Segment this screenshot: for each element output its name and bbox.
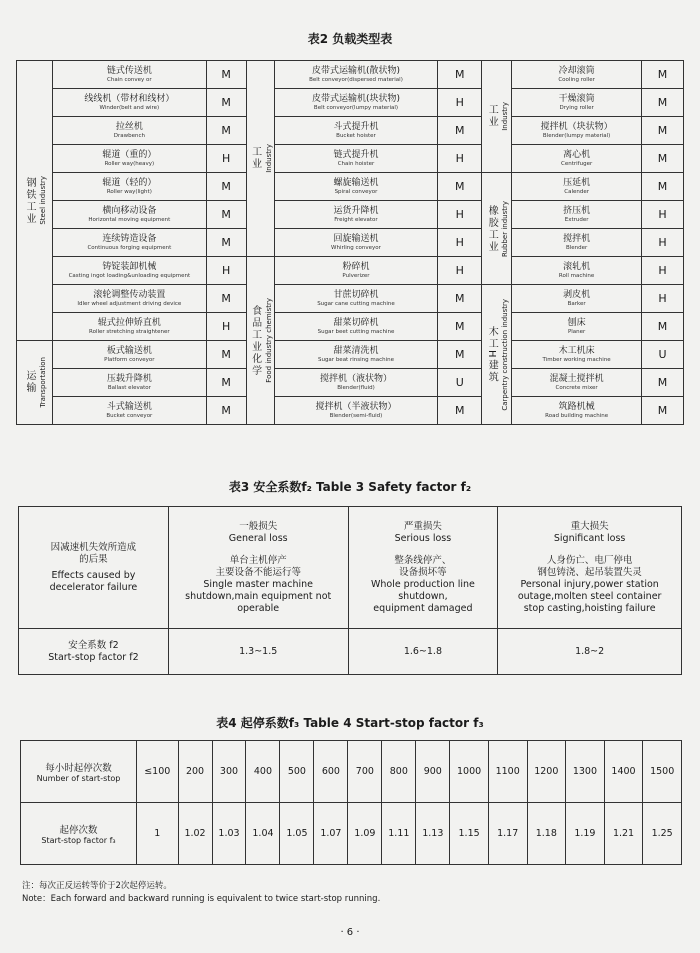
equipment-en: Roller stretching straightener bbox=[89, 328, 170, 335]
equipment-zh: 滚轧机 bbox=[563, 261, 591, 272]
equipment-en: Drying roller bbox=[559, 104, 594, 111]
category-zh: 橡胶工业 bbox=[486, 204, 498, 253]
load-level: M bbox=[206, 397, 246, 425]
equipment-zh: 皮带式运输机(散状物) bbox=[311, 65, 400, 76]
load-level: M bbox=[642, 117, 684, 145]
equipment-cell bbox=[512, 397, 642, 425]
category-zh: 钢铁工业 bbox=[23, 176, 35, 225]
serious-loss-cell bbox=[348, 507, 498, 629]
desc-en: Whole production line shutdown, equipment damaged bbox=[370, 578, 475, 614]
load-level: U bbox=[642, 341, 684, 369]
equipment-cell bbox=[512, 173, 642, 201]
equipment-cell bbox=[274, 257, 438, 285]
equipment-zh: 搅拌机（块状物） bbox=[540, 121, 613, 132]
start-stop-count: 1000 bbox=[450, 741, 489, 803]
equipment-en: Spiral conveyor bbox=[334, 188, 378, 195]
start-stop-count: 1100 bbox=[488, 741, 527, 803]
start-stop-factor: 1.19 bbox=[566, 803, 605, 865]
start-stop-factor: 1.15 bbox=[450, 803, 489, 865]
equipment-en: Casting ingot loading&unloading equipment bbox=[68, 272, 191, 279]
equipment-en: Ballast elevator bbox=[107, 384, 151, 391]
equipment-en: Roll machine bbox=[558, 272, 595, 279]
start-stop-count: 600 bbox=[314, 741, 348, 803]
start-stop-count: 800 bbox=[382, 741, 416, 803]
category-en: Industry bbox=[501, 102, 510, 131]
start-stop-factor-table bbox=[20, 740, 682, 865]
significant-loss-cell bbox=[498, 507, 682, 629]
loss-zh: 一般损失 bbox=[239, 520, 278, 532]
category-en: Food industry chemistry bbox=[264, 298, 273, 383]
equipment-zh: 连续铸造设备 bbox=[102, 233, 157, 244]
load-level: M bbox=[206, 89, 246, 117]
factor-value: 1.8~2 bbox=[498, 629, 682, 675]
start-stop-count: 300 bbox=[212, 741, 246, 803]
equipment-cell bbox=[274, 341, 438, 369]
equipment-cell bbox=[52, 285, 206, 313]
equipment-cell bbox=[512, 341, 642, 369]
load-level: M bbox=[206, 341, 246, 369]
equipment-cell bbox=[274, 173, 438, 201]
equipment-zh: 干燥滚筒 bbox=[558, 93, 595, 104]
category-en: Industry bbox=[264, 144, 273, 173]
equipment-zh: 拉丝机 bbox=[115, 121, 143, 132]
start-stop-count: 1400 bbox=[604, 741, 643, 803]
equipment-zh: 链式传送机 bbox=[106, 65, 152, 76]
start-stop-count: 500 bbox=[280, 741, 314, 803]
start-stop-factor: 1.11 bbox=[382, 803, 416, 865]
start-stop-count: 1300 bbox=[566, 741, 605, 803]
equipment-zh: 皮带式运输机(块状物) bbox=[311, 93, 400, 104]
equipment-zh: 冷却滚筒 bbox=[558, 65, 595, 76]
equipment-zh: 板式输送机 bbox=[106, 345, 152, 356]
load-level: H bbox=[206, 313, 246, 341]
equipment-cell bbox=[52, 341, 206, 369]
load-level: M bbox=[438, 313, 482, 341]
equipment-en: Bucket hoister bbox=[336, 132, 376, 139]
category-en: Steel industry bbox=[38, 176, 47, 225]
load-level: H bbox=[206, 145, 246, 173]
load-level: M bbox=[642, 397, 684, 425]
equipment-cell bbox=[274, 145, 438, 173]
equipment-zh: 甜菜切碎机 bbox=[333, 317, 379, 328]
load-level: M bbox=[206, 201, 246, 229]
load-level: M bbox=[206, 173, 246, 201]
start-stop-factor: 1.09 bbox=[348, 803, 382, 865]
equipment-en: Idler wheel adjustment driving device bbox=[77, 300, 182, 307]
equipment-cell bbox=[512, 369, 642, 397]
load-level: H bbox=[438, 89, 482, 117]
load-level: M bbox=[206, 285, 246, 313]
equipment-en: Centrifuger bbox=[561, 160, 593, 167]
equipment-cell bbox=[274, 369, 438, 397]
desc-en: Personal injury,power station outage,molten steel container stop casting,hoisting failure bbox=[517, 578, 662, 614]
equipment-cell bbox=[274, 201, 438, 229]
equipment-cell bbox=[52, 201, 206, 229]
equipment-en: Blender bbox=[565, 244, 588, 251]
load-level: M bbox=[438, 397, 482, 425]
equipment-zh: 搅拌机（液状物） bbox=[319, 373, 392, 384]
category-cell bbox=[17, 61, 53, 341]
equipment-en: Bucket conveyor bbox=[106, 412, 153, 419]
load-level: U bbox=[438, 369, 482, 397]
equipment-en: Chain hoister bbox=[337, 160, 375, 167]
equipment-en: Platform conveyor bbox=[104, 356, 155, 363]
equipment-en: Continuous forging equipment bbox=[87, 244, 172, 251]
loss-en: General loss bbox=[228, 532, 288, 544]
load-level: M bbox=[642, 61, 684, 89]
load-level: H bbox=[438, 145, 482, 173]
equipment-cell bbox=[52, 257, 206, 285]
start-stop-factor: 1.04 bbox=[246, 803, 280, 865]
start-stop-count: 400 bbox=[246, 741, 280, 803]
category-cell bbox=[246, 61, 274, 257]
desc-en: Single master machine shutdown,main equipment not operable bbox=[185, 578, 332, 614]
equipment-zh: 搅拌机 bbox=[563, 233, 591, 244]
factor-label-zh: 起停次数 bbox=[59, 825, 98, 836]
start-stop-factor: 1.03 bbox=[212, 803, 246, 865]
equipment-zh: 铸锭装卸机械 bbox=[102, 261, 157, 272]
equipment-cell bbox=[52, 397, 206, 425]
equipment-zh: 链式提升机 bbox=[333, 149, 379, 160]
load-level: M bbox=[642, 313, 684, 341]
effects-header-zh: 因减速机失效所造成的后果 bbox=[50, 541, 137, 565]
load-level: H bbox=[642, 285, 684, 313]
load-level: M bbox=[438, 61, 482, 89]
equipment-en: Blender(semi-fluid) bbox=[329, 412, 383, 419]
category-zh: 木工H建筑 bbox=[486, 325, 498, 384]
loss-en: Serious loss bbox=[394, 532, 452, 544]
equipment-cell bbox=[52, 89, 206, 117]
equipment-zh: 剥皮机 bbox=[563, 289, 591, 300]
equipment-zh: 运货升降机 bbox=[333, 205, 379, 216]
load-level: M bbox=[642, 369, 684, 397]
equipment-en: Roller way(heavy) bbox=[104, 160, 155, 167]
category-zh: 工业 bbox=[249, 146, 261, 171]
equipment-en: Whirling conveyor bbox=[331, 244, 381, 251]
equipment-en: Pulverizer bbox=[342, 272, 370, 279]
equipment-zh: 粉碎机 bbox=[342, 261, 370, 272]
safety-factor-table bbox=[18, 506, 682, 675]
page-number: · 6 · bbox=[340, 927, 360, 938]
equipment-cell bbox=[512, 61, 642, 89]
equipment-en: Belt conveyor(lumpy material) bbox=[313, 104, 399, 111]
equipment-cell bbox=[512, 313, 642, 341]
equipment-en: Freight elevator bbox=[334, 216, 378, 223]
load-level: H bbox=[642, 201, 684, 229]
table3-title: 表3 安全系数f₂ Table 3 Safety factor f₂ bbox=[228, 480, 472, 494]
start-stop-factor: 1.05 bbox=[280, 803, 314, 865]
equipment-cell bbox=[274, 61, 438, 89]
factor-label-en: Start-stop factor f₃ bbox=[41, 836, 116, 845]
category-cell bbox=[482, 285, 512, 425]
equipment-cell bbox=[274, 229, 438, 257]
equipment-cell bbox=[512, 145, 642, 173]
factor-value: 1.6~1.8 bbox=[348, 629, 498, 675]
equipment-cell bbox=[52, 173, 206, 201]
equipment-en: Cooling roller bbox=[558, 76, 595, 83]
load-level: M bbox=[642, 89, 684, 117]
general-loss-cell bbox=[168, 507, 348, 629]
equipment-en: Planer bbox=[567, 328, 586, 335]
equipment-cell bbox=[52, 145, 206, 173]
factor-label-zh: 安全系数 f2 bbox=[68, 639, 119, 651]
load-level: H bbox=[206, 257, 246, 285]
start-stop-factor: 1.17 bbox=[488, 803, 527, 865]
equipment-en: Concrete mixer bbox=[555, 384, 598, 391]
equipment-cell bbox=[274, 285, 438, 313]
equipment-zh: 搅拌机（半液状物） bbox=[315, 401, 397, 412]
equipment-zh: 辊道（轻的） bbox=[102, 177, 157, 188]
equipment-zh: 滚轮调整传动装置 bbox=[93, 289, 166, 300]
equipment-cell bbox=[52, 229, 206, 257]
start-stop-factor-label bbox=[21, 803, 137, 865]
start-stop-factor: 1 bbox=[137, 803, 179, 865]
equipment-en: Sugar cane cutting machine bbox=[317, 300, 395, 307]
equipment-zh: 螺旋输送机 bbox=[333, 177, 379, 188]
equipment-zh: 筑路机械 bbox=[558, 401, 595, 412]
category-cell bbox=[482, 61, 512, 173]
equipment-zh: 压延机 bbox=[563, 177, 591, 188]
equipment-zh: 离心机 bbox=[563, 149, 591, 160]
equipment-cell bbox=[52, 117, 206, 145]
equipment-zh: 木工机床 bbox=[558, 345, 595, 356]
equipment-en: Sugar beat rinsing machine bbox=[317, 356, 394, 363]
start-stop-count: 700 bbox=[348, 741, 382, 803]
effects-header bbox=[19, 507, 169, 629]
load-level: M bbox=[438, 285, 482, 313]
equipment-zh: 压载升降机 bbox=[106, 373, 152, 384]
start-stop-count: 200 bbox=[178, 741, 212, 803]
equipment-cell bbox=[512, 229, 642, 257]
load-level: M bbox=[206, 61, 246, 89]
table4-title: 表4 起停系数f₃ Table 4 Start-stop factor f₃ bbox=[216, 716, 484, 730]
desc-zh: 单台主机停产 主要设备不能运行等 bbox=[215, 554, 301, 578]
category-zh: 食品工业化学 bbox=[249, 304, 261, 377]
category-en: Rubber industry bbox=[501, 200, 510, 257]
equipment-en: Extruder bbox=[564, 216, 589, 223]
equipment-cell bbox=[274, 397, 438, 425]
desc-zh: 人身伤亡、电厂停电 钢包铸浇、起吊装置失灵 bbox=[537, 554, 642, 578]
equipment-cell bbox=[274, 313, 438, 341]
equipment-zh: 挤压机 bbox=[563, 205, 591, 216]
start-stop-factor: 1.25 bbox=[643, 803, 682, 865]
equipment-en: Belt conveyor(dispersed material) bbox=[309, 76, 403, 83]
table2-title: 表2 负载类型表 bbox=[307, 32, 393, 46]
category-cell bbox=[482, 173, 512, 285]
equipment-cell bbox=[52, 313, 206, 341]
equipment-zh: 横向移动设备 bbox=[102, 205, 157, 216]
equipment-en: Winder(belt and wire) bbox=[99, 104, 160, 111]
equipment-en: Blender(lumpy material) bbox=[542, 132, 611, 139]
count-label-zh: 每小时起停次数 bbox=[45, 763, 112, 774]
equipment-zh: 线线机（带材和线材） bbox=[84, 93, 175, 104]
equipment-en: Barker bbox=[567, 300, 586, 307]
equipment-cell bbox=[512, 201, 642, 229]
effects-header-en: Effects caused by decelerator failure bbox=[49, 569, 138, 593]
load-level: H bbox=[438, 257, 482, 285]
loss-zh: 严重损失 bbox=[403, 520, 442, 532]
load-level: M bbox=[206, 229, 246, 257]
category-en: Carpentry construction industry bbox=[501, 298, 510, 411]
start-stop-factor: 1.07 bbox=[314, 803, 348, 865]
equipment-zh: 辊式拉伸矫直机 bbox=[97, 317, 161, 328]
note-en: Note：Each forward and backward running is equivalent to twice start-stop running. bbox=[22, 894, 381, 904]
equipment-zh: 甜菜清洗机 bbox=[333, 345, 379, 356]
load-level: M bbox=[438, 173, 482, 201]
equipment-zh: 斗式输送机 bbox=[106, 401, 152, 412]
equipment-cell bbox=[512, 257, 642, 285]
equipment-zh: 甘蔗切碎机 bbox=[333, 289, 379, 300]
equipment-en: Road building machine bbox=[545, 412, 609, 419]
equipment-cell bbox=[52, 61, 206, 89]
category-cell bbox=[246, 257, 274, 425]
start-stop-factor: 1.02 bbox=[178, 803, 212, 865]
load-level: M bbox=[438, 117, 482, 145]
equipment-cell bbox=[52, 369, 206, 397]
load-type-table bbox=[16, 60, 684, 425]
start-stop-count: ≤100 bbox=[137, 741, 179, 803]
equipment-en: Roller way(light) bbox=[106, 188, 152, 195]
category-cell bbox=[17, 341, 53, 425]
equipment-en: Blender(fluid) bbox=[337, 384, 375, 391]
category-zh: 运输 bbox=[23, 370, 35, 395]
load-level: M bbox=[642, 173, 684, 201]
start-stop-count: 1500 bbox=[643, 741, 682, 803]
factor-label bbox=[19, 629, 169, 675]
equipment-en: Sugar beet cutting machine bbox=[317, 328, 395, 335]
equipment-zh: 斗式提升机 bbox=[333, 121, 379, 132]
equipment-zh: 混凝土搅拌机 bbox=[549, 373, 604, 384]
equipment-cell bbox=[512, 117, 642, 145]
category-zh: 工业 bbox=[486, 104, 498, 129]
equipment-en: Horizontal moving equipment bbox=[88, 216, 171, 223]
load-level: H bbox=[642, 257, 684, 285]
equipment-en: Calender bbox=[564, 188, 589, 195]
note-zh: 注：每次正反运转等价于2次起停运转。 bbox=[22, 881, 172, 891]
equipment-cell bbox=[512, 285, 642, 313]
factor-label-en: Start-stop factor f2 bbox=[48, 651, 139, 663]
loss-zh: 重大损失 bbox=[570, 520, 609, 532]
load-level: M bbox=[206, 117, 246, 145]
load-level: M bbox=[642, 145, 684, 173]
start-stop-factor: 1.18 bbox=[527, 803, 566, 865]
desc-zh: 整条线停产、 设备损坏等 bbox=[394, 554, 452, 578]
equipment-en: Timber working machine bbox=[542, 356, 611, 363]
equipment-en: Drawbench bbox=[113, 132, 145, 139]
load-level: M bbox=[206, 369, 246, 397]
load-level: M bbox=[438, 341, 482, 369]
factor-value: 1.3~1.5 bbox=[168, 629, 348, 675]
equipment-zh: 刨床 bbox=[567, 317, 586, 328]
category-en: Transportation bbox=[38, 357, 47, 408]
start-stop-factor: 1.21 bbox=[604, 803, 643, 865]
start-stop-count-label bbox=[21, 741, 137, 803]
equipment-en: Chain convey or bbox=[107, 76, 152, 83]
loss-en: Significant loss bbox=[553, 532, 626, 544]
equipment-zh: 辊道（重的） bbox=[102, 149, 157, 160]
start-stop-factor: 1.13 bbox=[416, 803, 450, 865]
equipment-zh: 回旋输送机 bbox=[333, 233, 379, 244]
start-stop-count: 900 bbox=[416, 741, 450, 803]
count-label-en: Number of start-stop bbox=[36, 774, 121, 783]
load-level: H bbox=[438, 201, 482, 229]
equipment-cell bbox=[274, 117, 438, 145]
start-stop-count: 1200 bbox=[527, 741, 566, 803]
equipment-cell bbox=[274, 89, 438, 117]
load-level: H bbox=[642, 229, 684, 257]
load-level: H bbox=[438, 229, 482, 257]
equipment-cell bbox=[512, 89, 642, 117]
